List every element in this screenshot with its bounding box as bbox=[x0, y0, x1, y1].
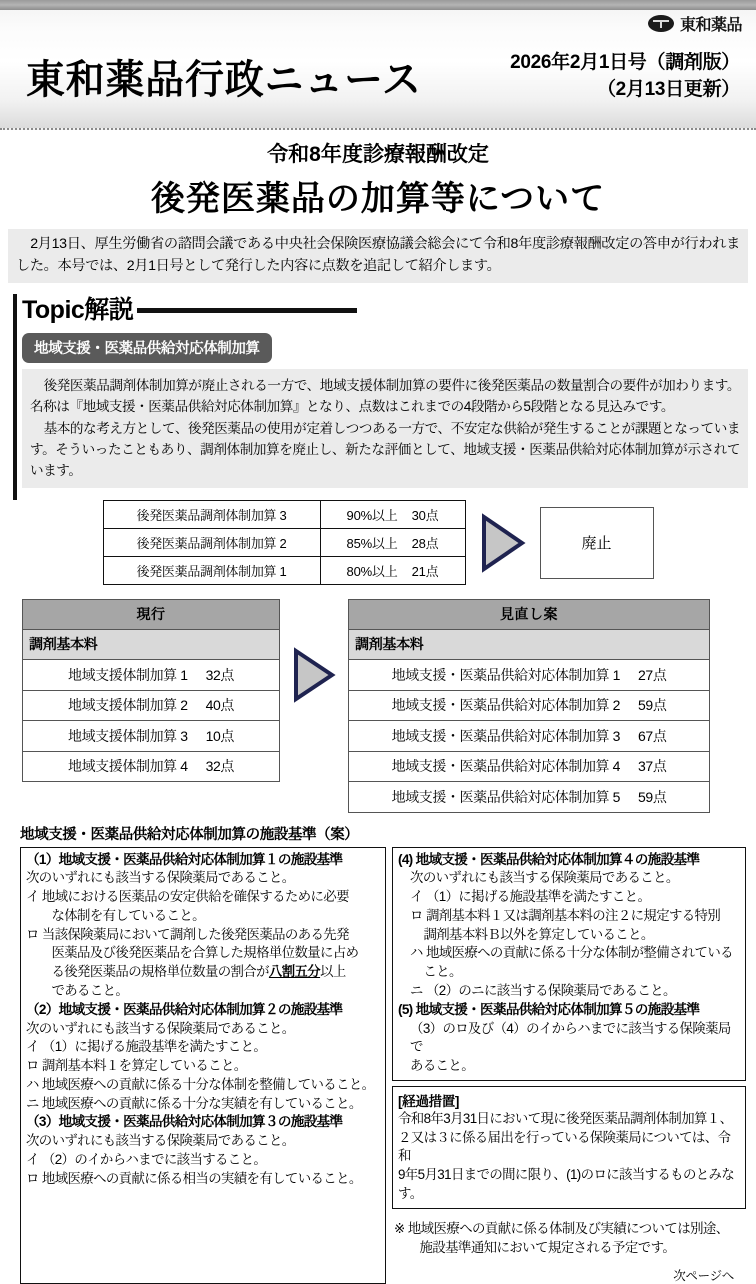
revised-row-3 bbox=[349, 751, 710, 782]
table-subheader-row bbox=[23, 630, 280, 660]
current-row-2 bbox=[23, 721, 280, 752]
row-points: 59点 bbox=[638, 788, 667, 805]
criteria-1-b-line4: であること。 bbox=[51, 983, 129, 999]
topic-section bbox=[10, 290, 756, 488]
lead-paragraph-box bbox=[8, 229, 748, 283]
row-points: 67点 bbox=[638, 727, 667, 744]
row-points: 30点 bbox=[411, 508, 439, 524]
row-points: 32点 bbox=[205, 666, 235, 683]
criteria-3-a: イ （2）のイからハまでに該当すること。 bbox=[26, 1151, 267, 1167]
headline-subtitle: 令和8年度診療報酬改定 bbox=[267, 143, 489, 166]
revised-row-4 bbox=[349, 782, 710, 813]
criteria-footnote-line2: 施設基準通知において規定される予定です。 bbox=[419, 1239, 676, 1255]
row-label: 地域支援体制加算 4 bbox=[67, 758, 188, 775]
row-label: 後発医薬品調剤体制加算 1 bbox=[103, 557, 320, 585]
table-row bbox=[349, 782, 710, 813]
current-row-3 bbox=[23, 751, 280, 782]
row-points: 10点 bbox=[205, 727, 235, 744]
criteria-1-b-line3-post: 以上 bbox=[320, 964, 346, 980]
transition-measures-line3: 9年5月31日までの間に限り、(1)のロに該当するものとみなす。 bbox=[398, 1167, 735, 1201]
lead-paragraph-text: 2月13日、厚生労働省の諮問会議である中央社会保険医療協議会総会にて令和8年度診療報酬改定の答申が行われました。本号では、2月1日号として発行した内容に点数を追記して紹介します。 bbox=[16, 236, 740, 274]
topic-heading-rule bbox=[137, 308, 357, 313]
row-label: 後発医薬品調剤体制加算 3 bbox=[103, 501, 320, 529]
comparison-block bbox=[0, 599, 756, 813]
publication-title: 東和薬品行政ニュース bbox=[26, 58, 422, 102]
revised-table-subheader: 調剤基本料 bbox=[349, 630, 710, 660]
revised-row-0 bbox=[349, 660, 710, 691]
criteria-3-lead: 次のいずれにも該当する保険薬局であること。 bbox=[26, 1133, 295, 1149]
criteria-4-c-line1: ハ 地域医療への貢献に係る十分な体制が整備されている bbox=[410, 945, 733, 961]
row-percent: 80%以上 bbox=[346, 564, 398, 580]
topic-badge: 地域支援・医薬品供給対応体制加算 bbox=[22, 333, 272, 363]
criteria-1-b-line3 bbox=[26, 963, 380, 982]
transition-measures-title: [経過措置] bbox=[398, 1093, 460, 1109]
row-points: 27点 bbox=[638, 666, 667, 683]
current-row-1 bbox=[23, 690, 280, 721]
current-table-subheader: 調剤基本料 bbox=[23, 630, 280, 660]
issue-date-line: 2026年2月1日号（調剤版） bbox=[510, 52, 740, 73]
row-value bbox=[320, 557, 465, 585]
revised-row-2 bbox=[349, 721, 710, 752]
criteria-4-5-box bbox=[392, 847, 746, 1081]
criteria-column-left bbox=[20, 847, 386, 1284]
criteria-5-line1: （3）のロ及び（4）のイからハまでに該当する保険薬局で bbox=[410, 1020, 731, 1055]
criteria-1-title: （1）地域支援・医薬品供給対応体制加算１の施設基準 bbox=[26, 851, 343, 867]
row-label: 地域支援体制加算 2 bbox=[67, 697, 188, 714]
table-row bbox=[103, 557, 465, 585]
transition-measures-line1: 令和8年3月31日において現に後発医薬品調剤体制加算１、 bbox=[398, 1110, 733, 1126]
masthead bbox=[0, 0, 756, 130]
transition-measures-box bbox=[392, 1086, 746, 1209]
criteria-4-a: イ （1）に掲げる施設基準を満たすこと。 bbox=[410, 889, 651, 905]
criteria-2-b: ロ 調剤基本料１を算定していること。 bbox=[26, 1058, 247, 1074]
criteria-2-c: ハ 地域医療への貢献に係る十分な体制を整備していること。 bbox=[26, 1076, 375, 1092]
criteria-heading: 地域支援・医薬品供給対応体制加算の施設基準（案） bbox=[20, 826, 359, 843]
criteria-2-a: イ （1）に掲げる施設基準を満たすこと。 bbox=[26, 1039, 267, 1055]
arrow-right-icon bbox=[480, 513, 526, 573]
criteria-footnote-line1: ※ 地域医療への貢献に係る体制及び実績については別途、 bbox=[394, 1220, 729, 1236]
row-label: 地域支援・医薬品供給対応体制加算 3 bbox=[391, 727, 621, 744]
toa-eiyo-mark-icon bbox=[648, 15, 674, 32]
criteria-4-c-line2: こと。 bbox=[423, 964, 462, 980]
topic-paragraph-2: 基本的な考え方として、後発医薬品の使用が定着しつつある一方で、不安定な供給が発生することが課題となっています。そういったこともあり、調剤体制加算を廃止し、新たな評価として、地域支援・医薬品供給対応体制加算が示されています。 bbox=[30, 420, 740, 478]
table-row bbox=[349, 690, 710, 721]
next-page-label: 次ページへ bbox=[673, 1268, 734, 1283]
criteria-1-b-line1: ロ 当該保険薬局において調剤した後発医薬品のある先発 bbox=[26, 926, 349, 942]
row-label: 地域支援・医薬品供給対応体制加算 5 bbox=[391, 788, 621, 805]
row-value bbox=[320, 501, 465, 529]
topic-header bbox=[22, 290, 756, 326]
revised-scheme-table bbox=[348, 599, 710, 813]
table-row bbox=[23, 690, 280, 721]
current-row-0 bbox=[23, 660, 280, 691]
row-value bbox=[320, 529, 465, 557]
criteria-column-right bbox=[392, 847, 746, 1284]
transition-measures-line2: ２又は３に係る届出を行っている保険薬局については、令和 bbox=[398, 1129, 731, 1164]
criteria-1-a-line1: イ 地域における医薬品の安定供給を確保するために必要 bbox=[26, 889, 349, 905]
row-points: 59点 bbox=[638, 697, 667, 714]
row-label: 後発医薬品調剤体制加算 2 bbox=[103, 529, 320, 557]
criteria-1-a-line2: な体制を有していること。 bbox=[51, 907, 205, 923]
row-percent: 90%以上 bbox=[346, 508, 398, 524]
table-caption-row bbox=[23, 600, 280, 630]
criteria-5-title: (5) 地域支援・医薬品供給対応体制加算５の施設基準 bbox=[398, 1001, 700, 1017]
revised-table-caption: 見直し案 bbox=[349, 600, 710, 630]
generic-dispensing-table bbox=[103, 500, 466, 585]
criteria-footnote bbox=[392, 1219, 746, 1257]
table-row bbox=[349, 660, 710, 691]
criteria-1-b-line2: 医薬品及び後発医薬品を合算した規格単位数量に占め bbox=[51, 945, 359, 961]
abolish-block bbox=[0, 500, 756, 585]
row-label: 地域支援体制加算 3 bbox=[67, 727, 188, 744]
issue-info bbox=[510, 50, 740, 104]
company-logo bbox=[648, 12, 742, 35]
headline-title: 後発医薬品の加算等について bbox=[150, 180, 606, 218]
abolish-result-label: 廃止 bbox=[581, 535, 612, 553]
table-row bbox=[103, 529, 465, 557]
table-subheader-row bbox=[349, 630, 710, 660]
row-label: 地域支援・医薬品供給対応体制加算 1 bbox=[391, 666, 621, 683]
table-row bbox=[349, 751, 710, 782]
table-row bbox=[23, 751, 280, 782]
row-label: 地域支援体制加算 1 bbox=[67, 666, 188, 683]
row-points: 37点 bbox=[638, 758, 667, 775]
topic-body-box bbox=[22, 369, 748, 488]
table-row bbox=[103, 501, 465, 529]
topic-paragraph-1: 後発医薬品調剤体制加算が廃止される一方で、地域支援体制加算の要件に後発医薬品の数量割合の要件が加わります。名称は『地域支援・医薬品供給対応体制加算』となり、点数はこれまでの4段階から5段階となる見込みです。 bbox=[30, 378, 740, 415]
row-points: 21点 bbox=[411, 564, 439, 580]
row-percent: 85%以上 bbox=[346, 536, 398, 552]
current-scheme-table bbox=[22, 599, 280, 782]
masthead-top-bar bbox=[0, 0, 756, 10]
current-table-caption: 現行 bbox=[23, 600, 280, 630]
criteria-1-b-line3-pre: る後発医薬品の規格単位数量の割合が bbox=[51, 964, 269, 980]
criteria-3-b: ロ 地域医療への貢献に係る相当の実績を有していること。 bbox=[26, 1170, 362, 1186]
issue-update-line: （2月13日更新） bbox=[596, 78, 740, 100]
criteria-columns bbox=[20, 847, 746, 1284]
row-points: 32点 bbox=[205, 758, 235, 775]
row-label: 地域支援・医薬品供給対応体制加算 4 bbox=[391, 758, 621, 775]
criteria-4-lead: 次のいずれにも該当する保険薬局であること。 bbox=[410, 870, 679, 886]
table-row bbox=[23, 721, 280, 752]
table-caption-row bbox=[349, 600, 710, 630]
criteria-5-line2: あること。 bbox=[410, 1058, 474, 1074]
criteria-4-title: (4) 地域支援・医薬品供給対応体制加算４の施設基準 bbox=[398, 851, 700, 867]
row-points: 28点 bbox=[411, 536, 439, 552]
criteria-2-d: ニ 地域医療への貢献に係る十分な実績を有していること。 bbox=[26, 1095, 362, 1111]
criteria-1-lead: 次のいずれにも該当する保険薬局であること。 bbox=[26, 870, 295, 886]
revised-row-1 bbox=[349, 690, 710, 721]
table-row bbox=[23, 660, 280, 691]
criteria-1-ratio-emphasis: 八割五分 bbox=[268, 964, 321, 980]
criteria-3-title: （3）地域支援・医薬品供給対応体制加算３の施設基準 bbox=[26, 1114, 343, 1130]
comparison-arrow-right-icon bbox=[284, 599, 344, 703]
criteria-4-b-line1: ロ 調剤基本料１又は調剤基本料の注２に規定する特別 bbox=[410, 907, 721, 923]
topic-left-rail bbox=[13, 294, 17, 500]
row-label: 地域支援・医薬品供給対応体制加算 2 bbox=[391, 697, 621, 714]
criteria-4-d: ニ （2）のニに該当する保険薬局であること。 bbox=[410, 983, 676, 999]
abolish-result-box bbox=[540, 507, 654, 579]
table-row bbox=[349, 721, 710, 752]
row-points: 40点 bbox=[205, 697, 235, 714]
headline-block bbox=[0, 130, 756, 220]
criteria-2-lead: 次のいずれにも該当する保険薬局であること。 bbox=[26, 1020, 295, 1036]
criteria-2-title: （2）地域支援・医薬品供給対応体制加算２の施設基準 bbox=[26, 1001, 343, 1017]
criteria-4-b-line2: 調剤基本料Ｂ以外を算定していること。 bbox=[423, 926, 654, 942]
company-name: 東和薬品 bbox=[679, 17, 742, 34]
topic-heading: Topic解説 bbox=[22, 296, 134, 325]
